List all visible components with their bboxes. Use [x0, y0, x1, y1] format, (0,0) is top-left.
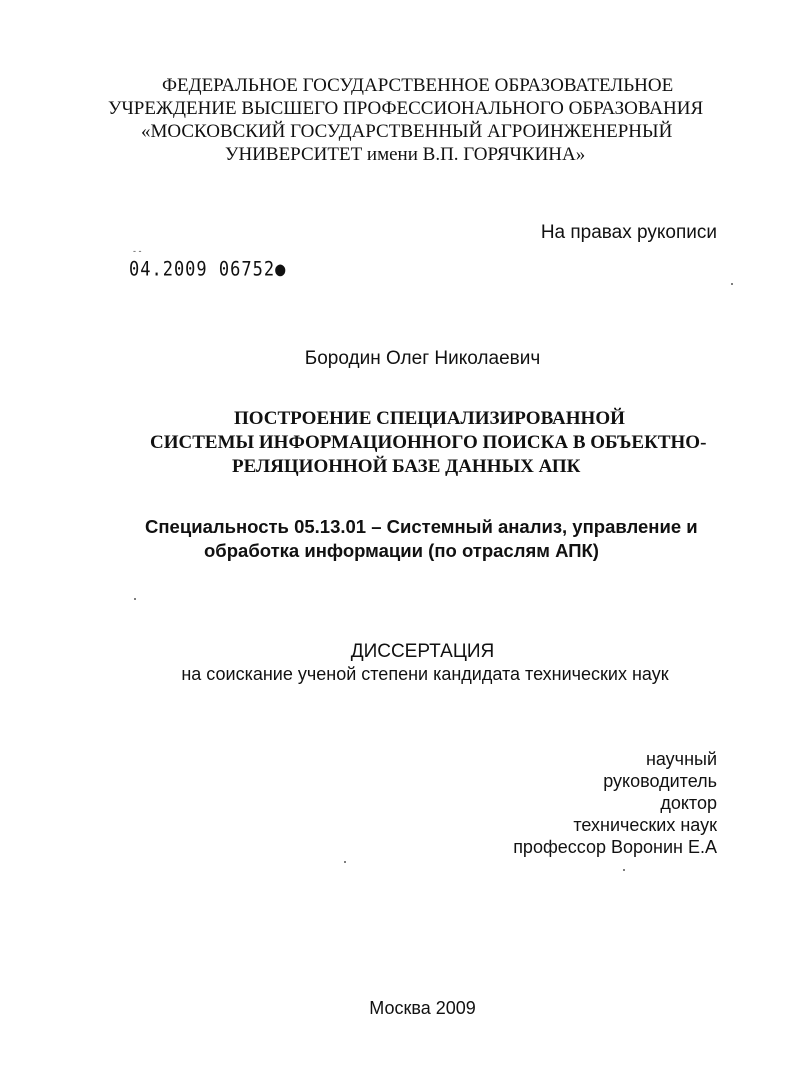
specialty-line-1: Специальность 05.13.01 – Системный анализ, управление и [145, 516, 698, 537]
institution-line-3: «МОСКОВСКИЙ ГОСУДАРСТВЕННЫЙ АГРОИНЖЕНЕРНЫЙ [141, 121, 673, 142]
catalog-number-text: 04.2009 06752 [129, 258, 276, 281]
title-line-3: РЕЛЯЦИОННОЙ БАЗЕ ДАННЫХ АПК [232, 456, 581, 477]
catalog-number [129, 258, 286, 281]
advisor-line-4: технических наук [573, 815, 717, 835]
advisor-line-2: руководитель [603, 771, 717, 791]
author-name: Бородин Олег Николаевич [304, 348, 541, 369]
advisor-line-5: профессор Воронин Е.А [513, 837, 717, 857]
scan-speck [344, 861, 346, 863]
specialty-line-2: обработка информации (по отраслям АПК) [204, 540, 599, 561]
title-line-2: СИСТЕМЫ ИНФОРМАЦИОННОГО ПОИСКА В ОБЪЕКТНО- [150, 432, 707, 453]
scan-speck [731, 283, 733, 285]
advisor-line-1: научный [645, 749, 717, 769]
advisor-line-3: доктор [660, 793, 717, 813]
catalog-dot: ● [275, 258, 287, 281]
title-line-1: ПОСТРОЕНИЕ СПЕЦИАЛИЗИРОВАННОЙ [234, 408, 625, 429]
institution-line-1: ФЕДЕРАЛЬНОЕ ГОСУДАРСТВЕННОЕ ОБРАЗОВАТЕЛЬНОЕ [162, 75, 674, 96]
catalog-mark: ‑ ‑ [133, 246, 142, 256]
advisor-block [513, 748, 717, 858]
scan-speck [134, 598, 136, 600]
rights-note: На правах рукописи [540, 222, 717, 243]
dissertation-label: ДИССЕРТАЦИЯ [350, 641, 495, 662]
scan-speck [623, 869, 625, 871]
institution-line-4: УНИВЕРСИТЕТ имени В.П. ГОРЯЧКИНА» [225, 144, 586, 165]
institution-line-2: УЧРЕЖДЕНИЕ ВЫСШЕГО ПРОФЕССИОНАЛЬНОГО ОБРАЗОВАНИЯ [108, 98, 704, 119]
city-year: Москва 2009 [369, 998, 476, 1018]
dissertation-subtitle: на соискание ученой степени кандидата технических наук [181, 664, 669, 684]
